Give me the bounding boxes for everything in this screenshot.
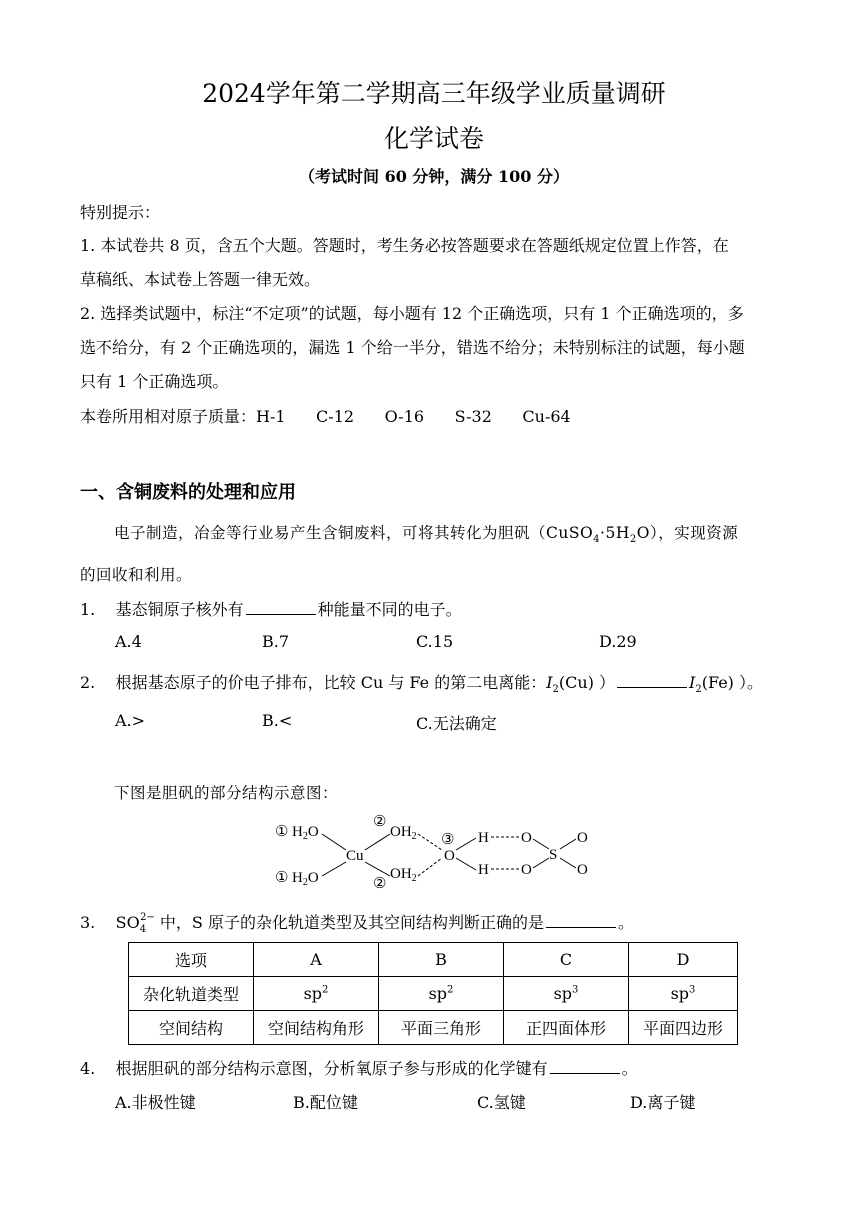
q1-option-c: C.15 <box>416 632 454 651</box>
question-2: 2. 根据基态原子的价电子排布，比较 Cu 与 Fe 的第二电离能：$I_2(Cu)$ ） $I_2(Fe)$ ）。 <box>80 673 764 696</box>
table-cell: 空间结构角形 <box>254 1011 379 1045</box>
sulfur-atom: S <box>549 847 558 863</box>
q1-option-b: B.7 <box>262 632 290 651</box>
notice-item-2-line-2: 选不给分，有 2 个正确选项的，漏选 1 个给一半分，错选不给分；未特别标注的试题，每小题 <box>80 338 745 357</box>
q4-option-d: D.离子键 <box>630 1093 696 1112</box>
label-1-top: ① <box>275 824 289 840</box>
q4-option-a: A.非极性键 <box>115 1093 196 1112</box>
q3-options-table <box>128 942 738 1045</box>
water-top-left: $H_2O$ <box>292 824 319 842</box>
sulfate-oxygen-bottom-right: O <box>577 862 588 878</box>
answer-blank-2[interactable] <box>617 671 687 688</box>
exam-info: （考试时间 60 分钟，满分 100 分） <box>299 167 569 186</box>
label-2-top: ② <box>373 814 387 830</box>
atomic-masses: 本卷所用相对原子质量：H-1 C-12 O-16 S-32 Cu-64 <box>80 407 571 426</box>
central-oxygen: O <box>444 848 455 864</box>
table-row <box>129 1011 738 1045</box>
answer-blank-4[interactable] <box>550 1057 620 1074</box>
section-intro-line-2: 的回收和利用。 <box>80 566 193 584</box>
table-cell: $sp^2$ <box>379 977 504 1011</box>
sulfate-oxygen-top-right: O <box>577 830 588 846</box>
table-cell: 杂化轨道类型 <box>129 977 254 1011</box>
notice-item-1-line-1: 1. 本试卷共 8 页，含五个大题。答题时，考生务必按答题要求在答题纸规定位置上作答，在 <box>80 236 729 255</box>
table-cell: 空间结构 <box>129 1011 254 1045</box>
table-cell: $sp^3$ <box>504 977 629 1011</box>
notice-item-2-line-1: 2. 选择类试题中，标注“不定项”的试题，每小题有 12 个正确选项，只有 1 个正确选项的，多 <box>80 304 744 323</box>
q4-option-c: C.氢键 <box>477 1093 526 1112</box>
q4-option-b: B.配位键 <box>293 1093 358 1112</box>
water-top-right: $OH_2$ <box>390 824 417 842</box>
q1-option-d: D.29 <box>599 632 637 651</box>
sulfate-oxygen-top-left: O <box>521 830 532 846</box>
table-cell: C <box>504 943 629 977</box>
table-row <box>129 977 738 1011</box>
answer-blank-1[interactable] <box>246 598 316 615</box>
table-cell: D <box>629 943 738 977</box>
q2-option-a: A.> <box>115 711 146 730</box>
exam-title: 2024学年第二学期高三年级学业质量调研 <box>202 79 666 108</box>
section-intro-line-1: 电子制造，冶金等行业易产生含铜废料，可将其转化为胆矾$(CuSO_4\cdot 5H_2O)$，实现资源 <box>114 524 739 546</box>
label-2-bottom: ② <box>373 876 387 892</box>
table-cell: B <box>379 943 504 977</box>
table-cell: $sp^3$ <box>629 977 738 1011</box>
table-cell: 平面四边形 <box>629 1011 738 1045</box>
notice-label: 特别提示： <box>80 203 161 222</box>
section-heading: 一、含铜废料的处理和应用 <box>80 482 296 503</box>
q2-option-b: B.< <box>262 711 293 730</box>
answer-blank-3[interactable] <box>546 911 616 928</box>
question-1: 1. 基态铜原子核外有 种能量不同的电子。 <box>80 600 462 619</box>
diagram-caption: 下图是胆矾的部分结构示意图： <box>114 784 339 802</box>
table-cell: $sp^2$ <box>254 977 379 1011</box>
hydrogen-top: H <box>478 830 489 846</box>
table-cell: 选项 <box>129 943 254 977</box>
exam-subject: 化学试卷 <box>383 124 484 153</box>
sulfate-oxygen-bottom-left: O <box>521 862 532 878</box>
table-row <box>129 943 738 977</box>
hydrogen-bottom: H <box>478 862 489 878</box>
q1-option-a: A.4 <box>115 632 142 651</box>
table-cell: 平面三角形 <box>379 1011 504 1045</box>
notice-item-1-line-2: 草稿纸、本试卷上答题一律无效。 <box>80 270 321 289</box>
table-cell: A <box>254 943 379 977</box>
notice-item-2-line-3: 只有 1 个正确选项。 <box>80 372 229 391</box>
label-3: ③ <box>441 832 455 848</box>
label-1-bottom: ① <box>275 870 289 886</box>
table-cell: 正四面体形 <box>504 1011 629 1045</box>
question-4: 4. 根据胆矾的部分结构示意图，分析氧原子参与形成的化学键有 。 <box>80 1059 638 1078</box>
water-bottom-left: $H_2O$ <box>292 870 319 888</box>
copper-sulfate-structure-diagram <box>270 812 600 892</box>
question-3: 3. $SO_4^{2-}$ 中，S 原子的杂化轨道类型及其空间结构判断正确的是 。 <box>80 911 634 936</box>
q2-option-c: C.无法确定 <box>416 714 497 733</box>
water-bottom-right: $OH_2$ <box>390 866 417 884</box>
copper-atom: Cu <box>346 848 364 864</box>
